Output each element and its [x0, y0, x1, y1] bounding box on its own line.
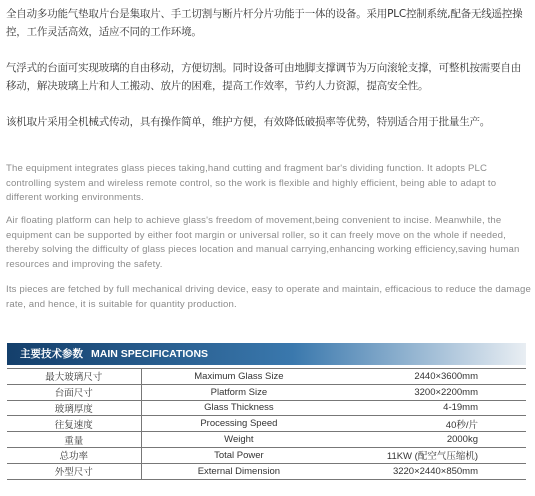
spec-name-cn: 总功率 [7, 447, 141, 463]
table-row [7, 447, 526, 463]
intro-cn-paragraph-2: 气浮式的台面可实现玻璃的自由移动，方便切割。同时设备可由地脚支撑调节为万向滚轮支撑，可整机按需要自由移动，解决玻璃上片和人工搬动、放片的困难，提高工作效率，节约人力资源，提高安全性。 [6, 62, 521, 92]
spec-name-en: Glass Thickness [141, 400, 336, 416]
spec-name-cn: 重量 [7, 432, 141, 448]
spec-value: 2000kg [336, 432, 526, 448]
spec-name-en: Processing Speed [141, 416, 336, 432]
spec-value: 3220×2440×850mm [336, 463, 526, 479]
intro-cn-paragraph-3: 该机取片采用全机械式传动，具有操作简单，维护方便，有效降低破损率等优势，特别适合用于批量生产。 [6, 116, 491, 128]
table-row [7, 369, 526, 385]
spec-name-cn: 台面尺寸 [7, 384, 141, 400]
table-row [7, 400, 526, 416]
intro-en-paragraph-3: Its pieces are fetched by full mechanical driving device, easy to operate and maintain, efficacious to reduce the damage rate, and hence, it is suitable for quantity production. [6, 284, 531, 310]
intro-cn-paragraph-1: 全自动多功能气垫取片台是集取片、手工切割与断片杆分片功能于一体的设备。采用PLC控制系统,配备无线遥控操控，工作灵活高效，适应不同的工作环境。 [6, 8, 523, 38]
spec-name-cn: 外型尺寸 [7, 463, 141, 479]
specifications-title-en: MAIN SPECIFICATIONS [91, 348, 209, 360]
intro-en-paragraph-2: Air floating platform can help to achieve glass's freedom of movement,being convenient to incise. Meanwhile, the equipment can be supported by either foot margin or universal roller, so it can freely move on the whole if needed, thereby solving the difficulty of glass pieces location and manual carrying,enhancing working efficiency,saving human resources and improving the safety. [6, 215, 520, 270]
specifications-table [7, 368, 526, 480]
spec-value: 11KW (配空气压缩机) [336, 447, 526, 463]
table-row [7, 416, 526, 432]
spec-value: 40秒/片 [336, 416, 526, 432]
spec-name-cn: 往复速度 [7, 416, 141, 432]
table-row [7, 432, 526, 448]
spec-name-en: Total Power [141, 447, 336, 463]
intro-en-paragraph-1: The equipment integrates glass pieces taking,hand cutting and fragment bar's dividing function. It adopts PLC controlling system and wireless remote control, so the work is flexible and highly efficient, being able to adapt to different working environments. [6, 163, 497, 204]
spec-name-en: Platform Size [141, 384, 336, 400]
spec-name-en: External Dimension [141, 463, 336, 479]
table-row [7, 384, 526, 400]
spec-name-en: Weight [141, 432, 336, 448]
spec-value: 3200×2200mm [336, 384, 526, 400]
table-row [7, 463, 526, 479]
spec-name-cn: 玻璃厚度 [7, 400, 141, 416]
spec-value: 2440×3600mm [336, 369, 526, 385]
specifications-header [7, 343, 526, 365]
spec-value: 4-19mm [336, 400, 526, 416]
specifications-title-cn: 主要技术参数 [20, 348, 83, 360]
spec-name-en: Maximum Glass Size [141, 369, 336, 385]
spec-name-cn: 最大玻璃尺寸 [7, 369, 141, 385]
